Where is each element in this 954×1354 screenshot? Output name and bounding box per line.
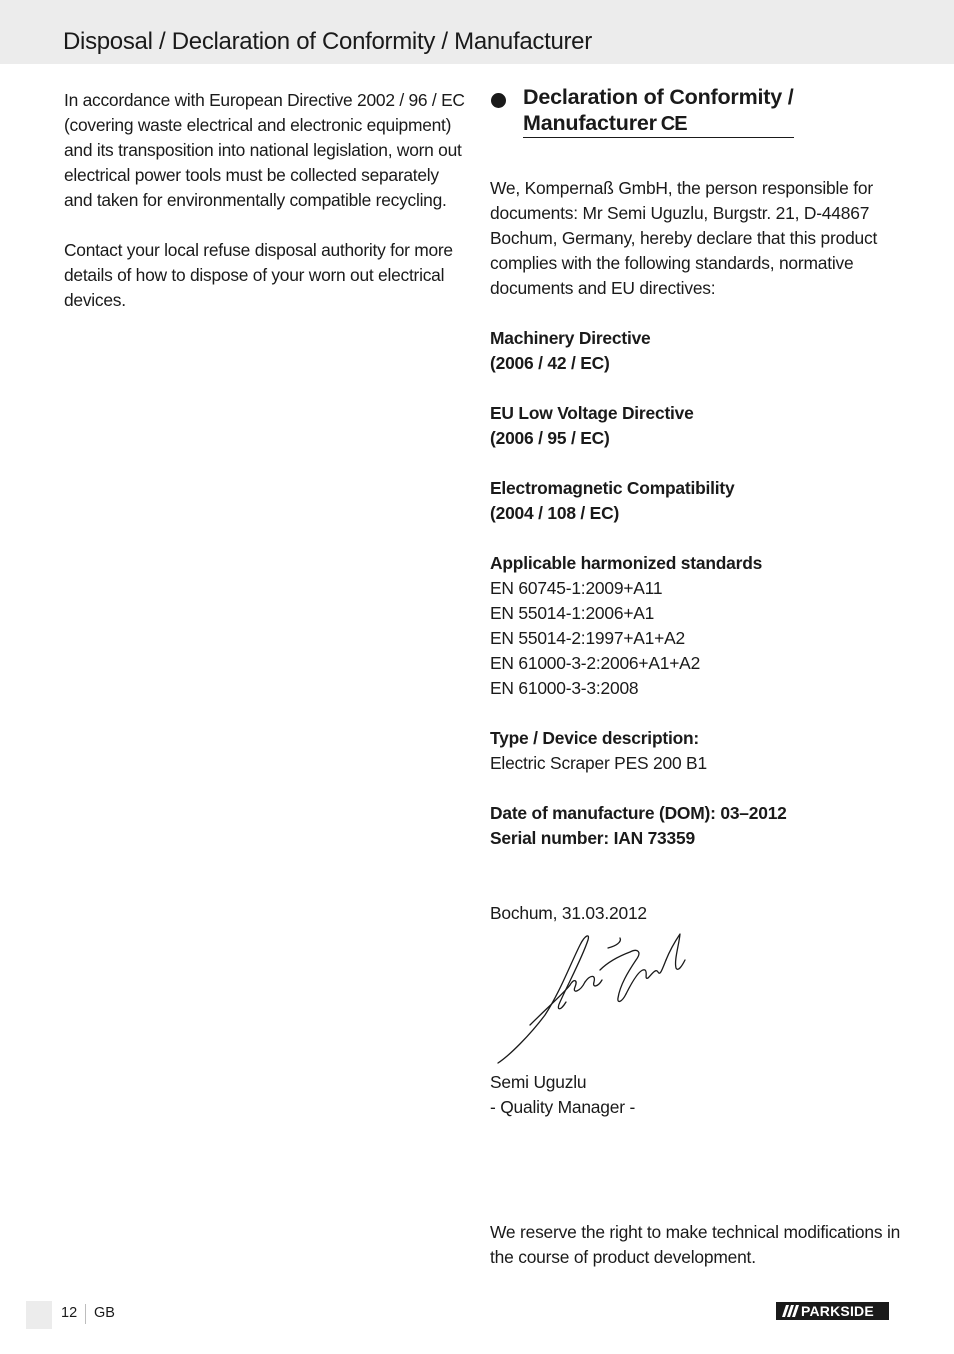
type-heading: Type / Device description: [490,728,700,748]
directive-code: (2006 / 95 / EC) [490,428,610,448]
page-number: 12 [61,1305,78,1321]
directive-name: Electromagnetic Compatibility [490,478,735,498]
brand-logo [776,1302,889,1320]
standard-item: EN 61000-3-3:2008 [490,678,639,698]
bullet-icon [491,93,506,108]
language-code: GB [94,1305,115,1321]
signatory-name: Semi Uguzlu [490,1072,587,1092]
standard-item: EN 55014-2:1997+A1+A2 [490,628,685,648]
directive-code: (2004 / 108 / EC) [490,503,620,523]
date-of-manufacture: Date of manufacture (DOM): 03–2012 [490,803,787,823]
declaration-title-line2: Manufacturer [523,110,657,135]
declaration-title-line1: Declaration of Conformity / [523,85,794,109]
footer-divider [85,1304,86,1324]
declaration-title [523,85,794,138]
directive-name: EU Low Voltage Directive [490,403,694,423]
directive-code: (2006 / 42 / EC) [490,353,610,373]
signature-icon [490,930,690,1070]
standard-item: EN 61000-3-2:2006+A1+A2 [490,653,701,673]
footer-tab [26,1301,52,1329]
disposal-section [64,88,469,338]
ce-mark-icon: CE [660,112,687,135]
disposal-paragraph: In accordance with European Directive 2002 / 96 / EC (covering waste electrical and electronic equipment) and its transposition into national legislation, worn out electrical power tools must be collected separately and taken for environmentally compatible recycling. [64,90,465,210]
place-date: Bochum, 31.03.2012 [490,903,647,923]
standards-heading: Applicable harmonized standards [490,553,763,573]
reservation-note: We reserve the right to make technical modifications in the course of product development. [490,1222,901,1267]
type-value: Electric Scraper PES 200 B1 [490,753,707,773]
signatory-role: - Quality Manager - [490,1097,636,1117]
standard-item: EN 60745-1:2009+A11 [490,578,663,598]
serial-number: Serial number: IAN 73359 [490,828,695,848]
declaration-heading [490,85,910,138]
logo-stripes-icon [778,1302,802,1320]
brand-name: PARKSIDE [801,1303,874,1319]
page-title: Disposal / Declaration of Conformity / Manufacturer [63,28,592,55]
standard-item: EN 55014-1:2006+A1 [490,603,655,623]
disposal-contact-paragraph: Contact your local refuse disposal authority for more details of how to dispose of your worn out electrical devices. [64,240,453,310]
directive-name: Machinery Directive [490,328,651,348]
declaration-intro: We, Kompernaß GmbH, the person responsible for documents: Mr Semi Uguzlu, Burgstr. 21, D-44867 Bochum, Germany, hereby declare that this product complies with the following standards, normative documents and EU directives: [490,178,878,298]
declaration-section [490,85,910,1270]
